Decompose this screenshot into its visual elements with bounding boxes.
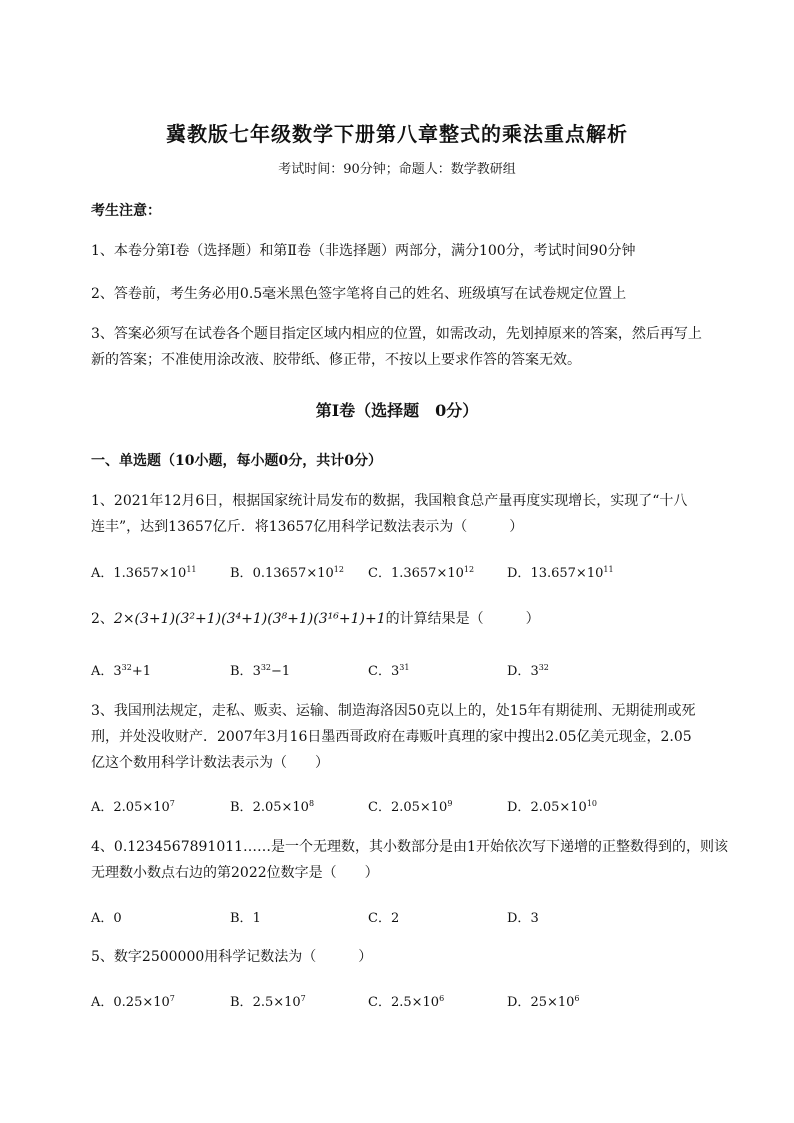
option-label: C． [368, 995, 391, 1010]
option-exponent: 12 [463, 565, 475, 574]
option-value: 3 [530, 664, 539, 679]
option-tail: +1 [131, 664, 152, 679]
option-d[interactable] [507, 562, 614, 581]
option-label: D． [507, 664, 531, 679]
part-heading: 一、单选题（10小题，每小题0分，共计0分） [91, 453, 382, 469]
question-stem-line: 5、数字2500000用科学记数法为（ ） [91, 949, 373, 965]
option-d[interactable] [507, 660, 549, 679]
option-c[interactable] [368, 991, 444, 1010]
option-a[interactable] [91, 660, 151, 679]
option-c[interactable] [368, 796, 452, 815]
option-value: 13.657×10 [530, 566, 604, 581]
question-stem-line: 连丰”，达到13657亿斤．将13657亿用科学记数法表示为（ ） [91, 519, 524, 535]
option-exponent: 8 [308, 799, 315, 808]
option-a[interactable] [91, 796, 175, 815]
option-c[interactable] [368, 562, 474, 581]
option-b[interactable] [230, 660, 290, 679]
option-a[interactable] [91, 907, 122, 926]
question-stem-line: 刑，并处没收财产．2007年3月16日墨西哥政府在毒贩叶真理的家中搜出2.05亿美元现金，2.05 [91, 729, 692, 745]
question-number: 2、 [91, 611, 114, 627]
option-exponent: 32 [538, 663, 549, 672]
option-value: 0.13657×10 [252, 566, 334, 581]
exam-subtitle: 考试时间：90分钟；命题人：数学教研组 [278, 162, 516, 177]
question-stem-line: 无理数小数点右边的第2022位数字是（ ） [91, 865, 379, 881]
option-exponent: 12 [333, 565, 344, 574]
option-d[interactable] [507, 907, 539, 926]
option-label: A． [91, 664, 114, 679]
option-value: 25×10 [530, 995, 575, 1010]
option-b[interactable] [230, 796, 314, 815]
option-exponent: 31 [399, 663, 410, 672]
question-stem-line: 1、2021年12月6日，根据国家统计局发布的数据，我国粮食总产量再度实现增长，实现了“十八 [91, 493, 688, 509]
option-value: 2.5×10 [252, 995, 301, 1010]
option-label: D． [507, 911, 531, 926]
option-label: D． [507, 566, 531, 581]
question-stem-tail: 的计算结果是（ ） [385, 611, 540, 627]
option-value: 2.05×10 [530, 800, 587, 815]
option-exponent: 6 [574, 994, 580, 1003]
option-tail: −1 [271, 664, 291, 679]
notice-heading: 考生注意： [91, 203, 161, 219]
option-label: A． [91, 566, 114, 581]
option-label: A． [91, 911, 114, 926]
option-exponent: 9 [447, 799, 453, 808]
option-value: 1.3657×10 [113, 566, 187, 581]
option-label: B． [230, 664, 253, 679]
option-label: A． [91, 995, 114, 1010]
option-value: 2 [390, 911, 400, 926]
option-d[interactable] [507, 796, 597, 815]
option-value: 3 [113, 664, 122, 679]
page-title: 冀教版七年级数学下册第八章整式的乘法重点解析 [166, 122, 628, 146]
option-exponent: 6 [439, 994, 445, 1003]
option-exponent: 10 [586, 799, 598, 808]
option-value: 3 [530, 911, 539, 926]
math-expression: 2×(3+1)(3²+1)(3⁴+1)(3⁸+1)(3¹⁶+1)+1 [113, 611, 386, 627]
option-value: 0.25×10 [113, 995, 170, 1010]
option-b[interactable] [230, 991, 306, 1010]
option-value: 2.05×10 [252, 800, 309, 815]
section-title: 第I卷（选择题 0分） [315, 401, 479, 420]
option-c[interactable] [368, 660, 409, 679]
option-value: 2.05×10 [113, 800, 170, 815]
option-label: B． [230, 800, 253, 815]
option-label: B． [230, 995, 253, 1010]
option-label: C． [368, 566, 391, 581]
option-label: D． [507, 995, 531, 1010]
option-d[interactable] [507, 991, 580, 1010]
option-label: C． [368, 911, 391, 926]
option-label: C． [368, 800, 391, 815]
question-stem-line: 4、0.1234567891011……是一个无理数，其小数部分是由1开始依次写下递增的正整数得到的，则该 [91, 839, 728, 855]
notice-item-3: 3、答案必须写在试卷各个题目指定区域内相应的位置，如需改动，先划掉原来的答案，然后再写上新的答案；不准使用涂改液、胶带纸、修正带，不按以上要求作答的答案无效。 [91, 326, 702, 368]
option-a[interactable] [91, 562, 197, 581]
option-exponent: 11 [603, 565, 614, 574]
option-value: 3 [390, 664, 400, 679]
question-stem-line: 亿这个数用科学计数法表示为（ ） [91, 755, 329, 771]
option-a[interactable] [91, 991, 175, 1010]
option-c[interactable] [368, 907, 399, 926]
option-exponent: 32 [121, 663, 132, 672]
option-exponent: 32 [260, 663, 272, 672]
notice-item-2: 2、答卷前，考生务必用0.5毫米黑色签字笔将自己的姓名、班级填写在试卷规定位置上 [91, 286, 627, 302]
option-value: 0 [113, 911, 122, 926]
option-value: 1 [252, 911, 261, 926]
option-label: B． [230, 911, 253, 926]
option-value: 2.05×10 [390, 800, 448, 815]
option-value: 1.3657×10 [390, 566, 464, 581]
option-exponent: 7 [169, 994, 175, 1003]
option-exponent: 7 [169, 799, 175, 808]
notice-item-1: 1、本卷分第I卷（选择题）和第Ⅱ卷（非选择题）两部分，满分100分，考试时间90分钟 [91, 243, 636, 259]
option-exponent: 11 [186, 565, 197, 574]
option-exponent: 7 [300, 994, 306, 1003]
option-value: 3 [252, 664, 261, 679]
option-b[interactable] [230, 562, 344, 581]
option-label: B． [230, 566, 253, 581]
option-b[interactable] [230, 907, 261, 926]
option-label: D． [507, 800, 531, 815]
option-label: C． [368, 664, 391, 679]
option-label: A． [91, 800, 114, 815]
question-stem-line: 3、我国刑法规定，走私、贩卖、运输、制造海洛因50克以上的，处15年有期徒刑、无期徒刑或死 [91, 703, 696, 719]
question-stem-line [91, 606, 540, 632]
option-value: 2.5×10 [390, 995, 440, 1010]
